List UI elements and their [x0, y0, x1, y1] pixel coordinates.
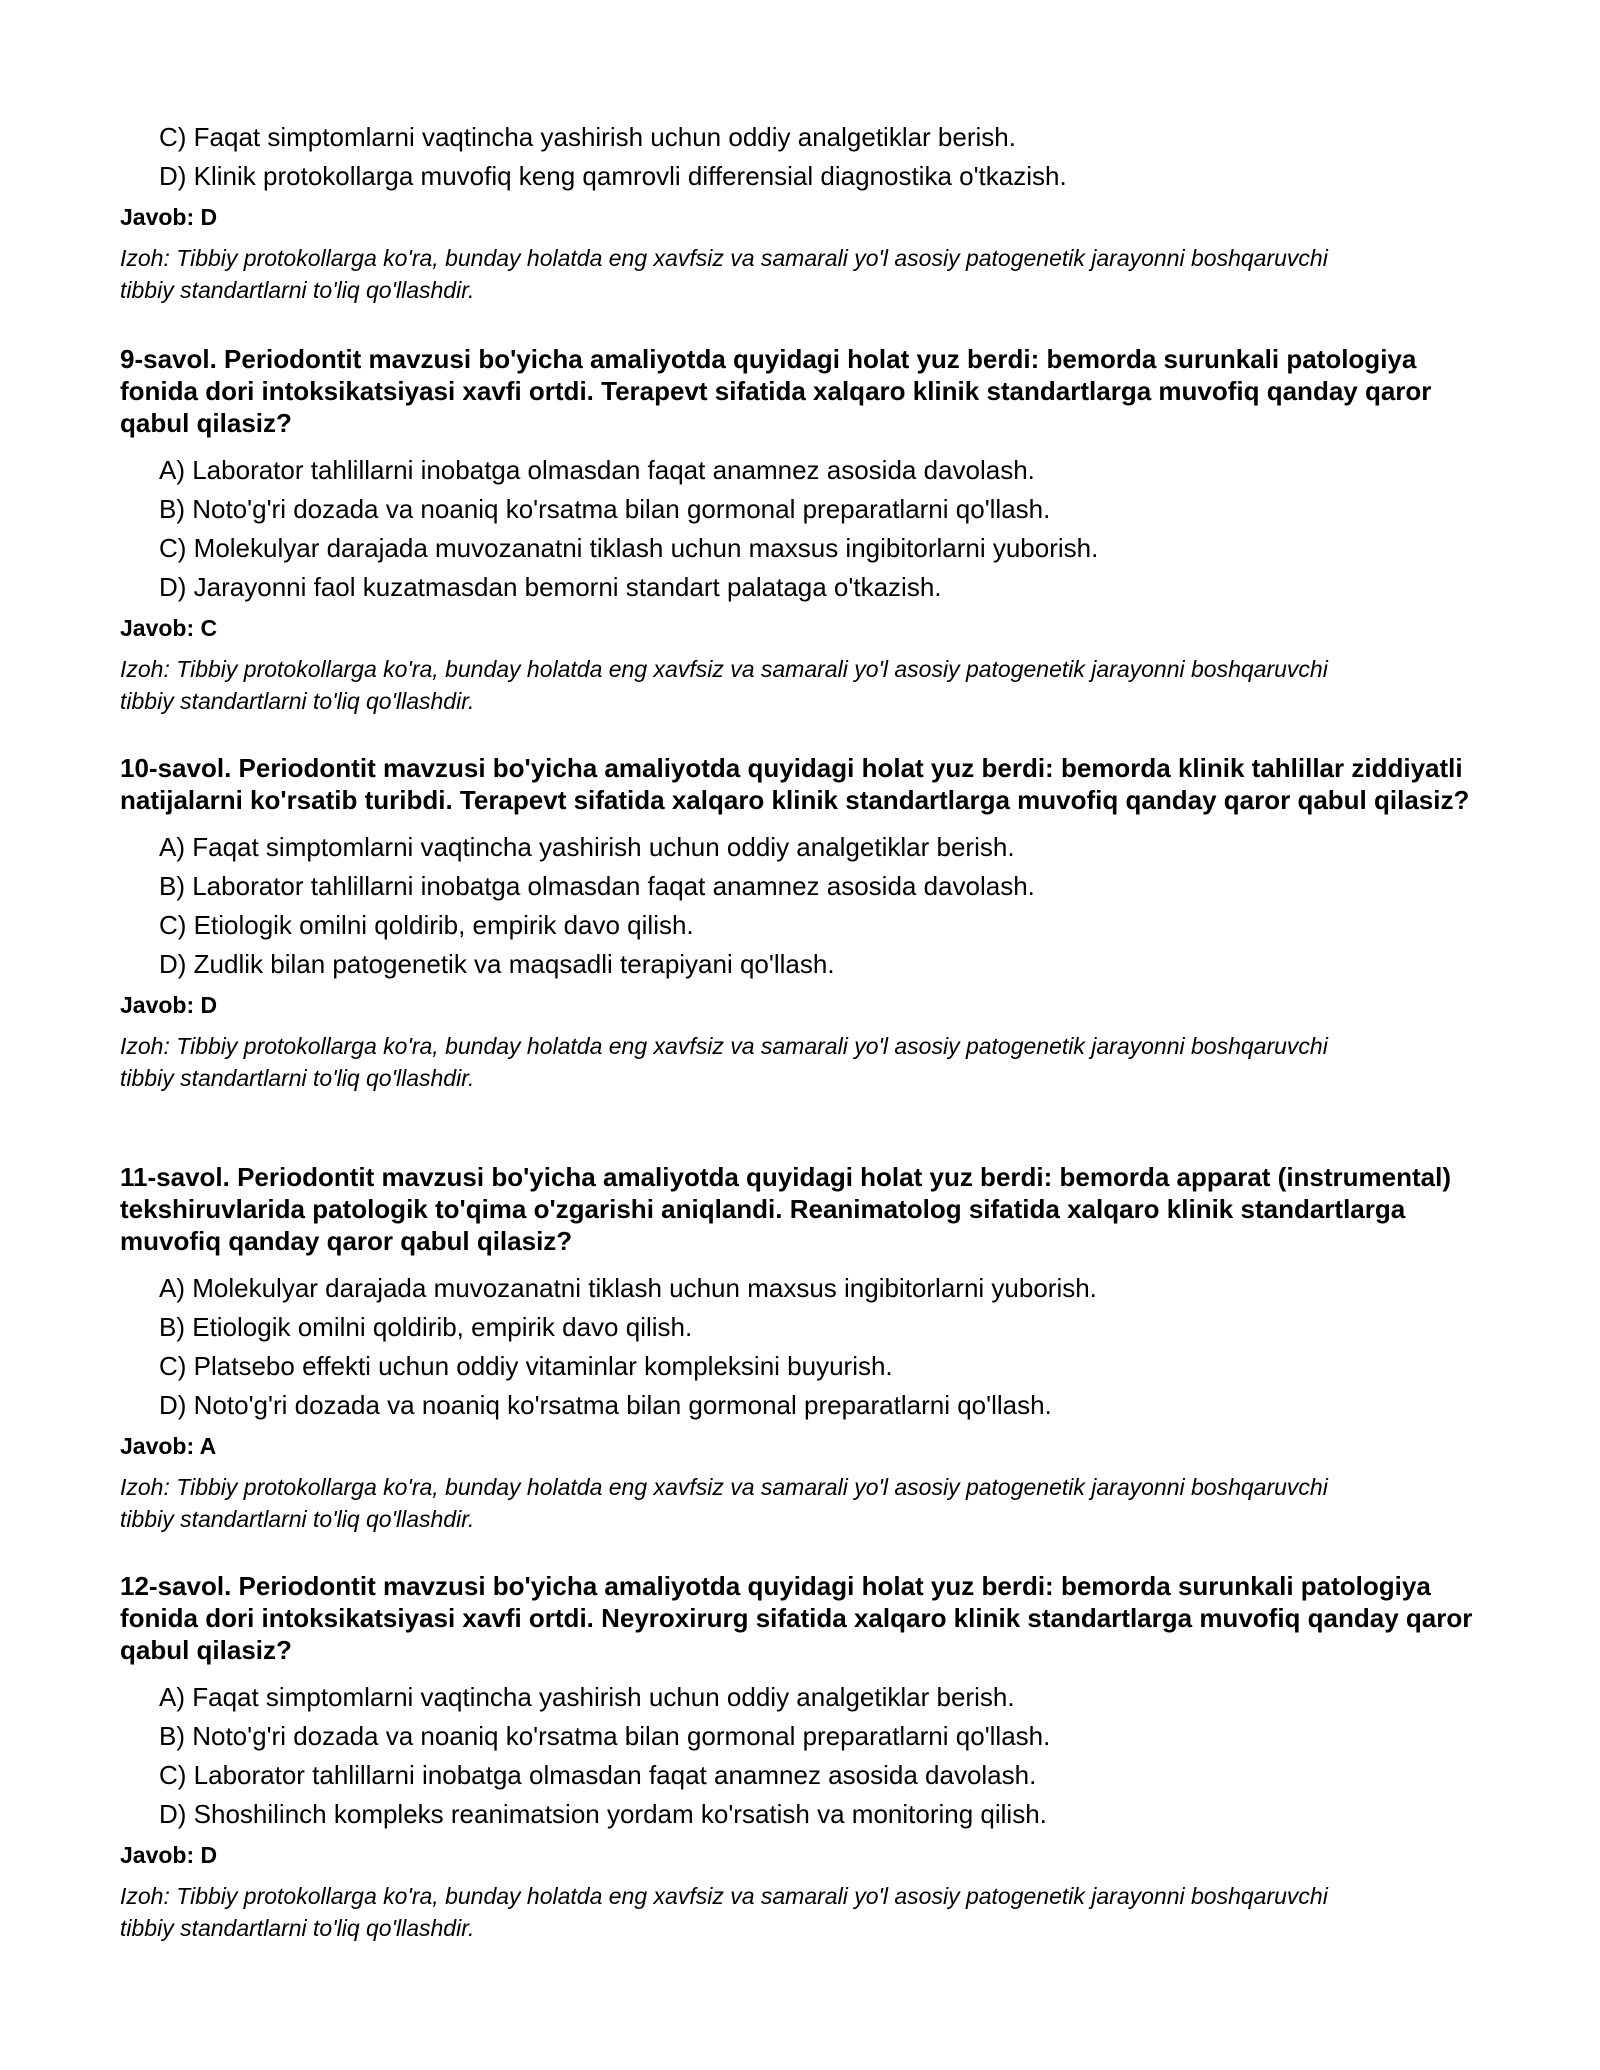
option-c: C) Platsebo effekti uchun oddiy vitaminlar kompleksini buyurish. [159, 1351, 893, 1381]
option-d: D) Jarayonni faol kuzatmasdan bemorni standart palataga o'tkazish. [159, 572, 942, 602]
option-b: B) Noto'g'ri dozada va noaniq ko'rsatma bilan gormonal preparatlarni qo'llash. [159, 494, 1051, 524]
option-b: B) Noto'g'ri dozada va noaniq ko'rsatma bilan gormonal preparatlarni qo'llash. [159, 1721, 1051, 1751]
options-list [120, 828, 1480, 984]
answer-label: Javob: D [120, 1842, 218, 1868]
explanation-note: Izoh: Tibbiy protokollarga ko'ra, bunday holatda eng xavfsiz va samarali yo'l asosiy patogenetik jarayonni boshqaruvchi tibbiy standartlarni to'liq qo'llashdir. [120, 1883, 1328, 1941]
answer-label: Javob: C [120, 615, 218, 641]
option-a: A) Faqat simptomlarni vaqtincha yashirish uchun oddiy analgetiklar berish. [159, 832, 1015, 862]
question-8-continuation [120, 118, 1480, 306]
question-title: 11-savol. Periodontit mavzusi bo'yicha amaliyotda quyidagi holat yuz berdi: bemorda apparat (instrumental) tekshiruvlarida patologik to'qima o'zgarishi aniqlandi. Reanimatolog sifatida xalqaro klinik standartlarga muvofiq qanday qaror qabul qilasiz? [120, 1162, 1452, 1256]
options-list [120, 118, 1480, 196]
question-11 [120, 1161, 1480, 1535]
option-d: D) Shoshilinch kompleks reanimatsion yordam ko'rsatish va monitoring qilish. [159, 1799, 1047, 1829]
option-d: D) Klinik protokollarga muvofiq keng qamrovli differensial diagnostika o'tkazish. [159, 161, 1067, 191]
option-c: C) Laborator tahlillarni inobatga olmasdan faqat anamnez asosida davolash. [159, 1760, 1037, 1790]
question-9 [120, 343, 1480, 717]
question-title: 12-savol. Periodontit mavzusi bo'yicha amaliyotda quyidagi holat yuz berdi: bemorda surunkali patologiya fonida dori intoksikatsiyasi xavfi ortdi. Neyroxirurg sifatida xalqaro klinik standartlarga muvofiq qanday qaror qabul qilasiz? [120, 1571, 1473, 1665]
option-c: C) Molekulyar darajada muvozanatni tiklash uchun maxsus ingibitorlarni yuborish. [159, 533, 1099, 563]
option-c: C) Etiologik omilni qoldirib, empirik davo qilish. [159, 910, 694, 940]
answer-label: Javob: A [120, 1433, 217, 1459]
question-10 [120, 752, 1480, 1094]
question-12 [120, 1570, 1480, 1944]
option-a: A) Faqat simptomlarni vaqtincha yashirish uchun oddiy analgetiklar berish. [159, 1682, 1015, 1712]
option-d: D) Noto'g'ri dozada va noaniq ko'rsatma bilan gormonal preparatlarni qo'llash. [159, 1390, 1052, 1420]
options-list [120, 451, 1480, 607]
option-b: B) Etiologik omilni qoldirib, empirik davo qilish. [159, 1312, 693, 1342]
options-list [120, 1678, 1480, 1834]
question-title: 9-savol. Periodontit mavzusi bo'yicha amaliyotda quyidagi holat yuz berdi: bemorda surunkali patologiya fonida dori intoksikatsiyasi xavfi ortdi. Terapevt sifatida xalqaro klinik standartlarga muvofiq qanday qaror qabul qilasiz? [120, 344, 1432, 438]
answer-label: Javob: D [120, 204, 218, 230]
option-b: B) Laborator tahlillarni inobatga olmasdan faqat anamnez asosida davolash. [159, 871, 1035, 901]
option-a: A) Molekulyar darajada muvozanatni tiklash uchun maxsus ingibitorlarni yuborish. [159, 1273, 1097, 1303]
explanation-note: Izoh: Tibbiy protokollarga ko'ra, bunday holatda eng xavfsiz va samarali yo'l asosiy patogenetik jarayonni boshqaruvchi tibbiy standartlarni to'liq qo'llashdir. [120, 1474, 1328, 1532]
explanation-note: Izoh: Tibbiy protokollarga ko'ra, bunday holatda eng xavfsiz va samarali yo'l asosiy patogenetik jarayonni boshqaruvchi tibbiy standartlarni to'liq qo'llashdir. [120, 656, 1328, 714]
explanation-note: Izoh: Tibbiy protokollarga ko'ra, bunday holatda eng xavfsiz va samarali yo'l asosiy patogenetik jarayonni boshqaruvchi tibbiy standartlarni to'liq qo'llashdir. [120, 1033, 1328, 1091]
options-list [120, 1269, 1480, 1425]
option-d: D) Zudlik bilan patogenetik va maqsadli terapiyani qo'llash. [159, 949, 835, 979]
option-c: C) Faqat simptomlarni vaqtincha yashirish uchun oddiy analgetiklar berish. [159, 122, 1016, 152]
question-title: 10-savol. Periodontit mavzusi bo'yicha amaliyotda quyidagi holat yuz berdi: bemorda klinik tahlillar ziddiyatli natijalarni ko'rsatib turibdi. Terapevt sifatida xalqaro klinik standartlarga muvofiq qanday qaror qabul qilasiz? [120, 753, 1470, 815]
answer-label: Javob: D [120, 992, 218, 1018]
explanation-note: Izoh: Tibbiy protokollarga ko'ra, bunday holatda eng xavfsiz va samarali yo'l asosiy patogenetik jarayonni boshqaruvchi tibbiy standartlarni to'liq qo'llashdir. [120, 245, 1328, 303]
option-a: A) Laborator tahlillarni inobatga olmasdan faqat anamnez asosida davolash. [159, 455, 1035, 485]
